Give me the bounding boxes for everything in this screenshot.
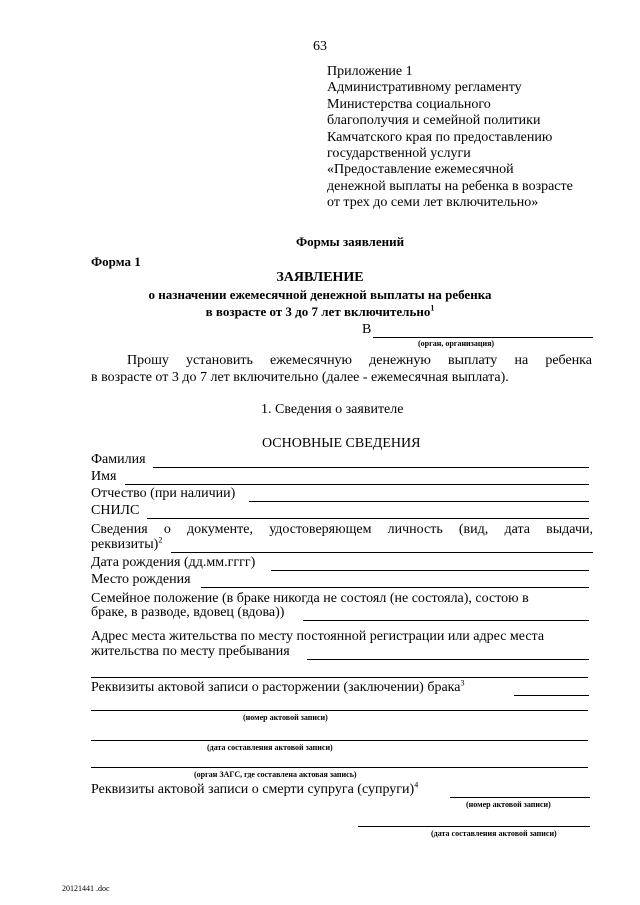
id-doc-field[interactable] bbox=[171, 552, 593, 553]
request-line-2: в возрасте от 3 до 7 лет включительно (далее - ежемесячная выплата). bbox=[91, 370, 509, 385]
appendix-line: Приложение 1 bbox=[327, 64, 413, 79]
marital-field[interactable] bbox=[303, 620, 589, 621]
death-date-field[interactable] bbox=[358, 826, 590, 827]
death-record-row bbox=[91, 782, 591, 800]
caption-death-date: (дата составления актовой записи) bbox=[431, 829, 557, 838]
birth-date-row bbox=[91, 555, 591, 573]
death-number-field[interactable] bbox=[450, 797, 590, 798]
divorce-date-field[interactable] bbox=[91, 740, 588, 741]
birth-place-field[interactable] bbox=[201, 587, 589, 588]
divorce-record-row bbox=[91, 680, 591, 698]
divorce-record-label: Реквизиты актовой записи о расторжении (заключении) брака$^3$ bbox=[91, 678, 465, 695]
id-doc-label-2: реквизиты)$^2$ bbox=[91, 535, 163, 552]
address-label-2: жительства по месту пребывания bbox=[91, 644, 290, 659]
appendix-line: «Предоставление ежемесячной bbox=[327, 162, 514, 178]
address-field[interactable] bbox=[307, 659, 589, 660]
appendix-line: Министерства социального bbox=[327, 96, 491, 112]
name-row bbox=[91, 469, 591, 487]
caption-death-number: (номер актовой записи) bbox=[466, 800, 551, 809]
snils-label: СНИЛС bbox=[91, 503, 140, 518]
snils-row bbox=[91, 503, 591, 521]
basic-info-title: ОСНОВНЫЕ СВЕДЕНИЯ bbox=[262, 436, 421, 451]
appendix-line: благополучия и семейной политики bbox=[327, 113, 541, 129]
form-label: Форма 1 bbox=[91, 254, 141, 269]
footer-filename: 20121441 .doc bbox=[62, 884, 110, 893]
appendix-line: денежной выплаты на ребенка в возрасте bbox=[327, 178, 573, 194]
caption-zags: (орган ЗАГС, где составлена актовая запись) bbox=[194, 770, 357, 779]
patronymic-field[interactable] bbox=[249, 501, 589, 502]
marital-label-2: браке, в разводе, вдовец (вдова)) bbox=[91, 605, 285, 620]
name-field[interactable] bbox=[125, 484, 589, 485]
appendix-line: от трех до семи лет включительно» bbox=[327, 195, 539, 211]
surname-label: Фамилия bbox=[91, 452, 146, 467]
birth-place-row bbox=[91, 572, 591, 590]
appendix-line: Административному регламенту bbox=[327, 80, 522, 96]
section-1-title: 1. Сведения о заявителе bbox=[261, 402, 404, 417]
doc-subtitle-2: в возрасте от 3 до 7 лет включительно$^1$ bbox=[205, 303, 435, 319]
id-doc-label-1: Сведения о документе, удостоверяющем личность (вид, дата выдачи, bbox=[91, 522, 593, 537]
name-label: Имя bbox=[91, 469, 117, 484]
forms-title: Формы заявлений bbox=[296, 234, 405, 249]
death-record-label: Реквизиты актовой записи о смерти супруга (супруги)$^4$ bbox=[91, 780, 419, 797]
snils-field[interactable] bbox=[147, 518, 589, 519]
page-number: 63 bbox=[313, 39, 327, 54]
caption-record-number: (номер актовой записи) bbox=[243, 713, 328, 722]
divorce-zags-field[interactable] bbox=[91, 767, 588, 768]
address-field-extra[interactable] bbox=[91, 677, 588, 678]
doc-subtitle-1: о назначении ежемесячной денежной выплаты на ребенка bbox=[148, 287, 492, 302]
surname-row bbox=[91, 452, 591, 470]
appendix-block bbox=[327, 64, 573, 212]
id-doc-row bbox=[91, 537, 591, 555]
marital-label-1: Семейное положение (в браке никогда не состоял (не состояла), состою в bbox=[91, 591, 529, 606]
to-prefix: В bbox=[362, 322, 372, 337]
divorce-number-field[interactable] bbox=[91, 710, 588, 711]
address-row bbox=[91, 644, 591, 662]
marital-row bbox=[91, 605, 591, 623]
appendix-line: Камчатского края по предоставлению bbox=[327, 129, 553, 145]
patronymic-label: Отчество (при наличии) bbox=[91, 486, 236, 501]
appendix-line: государственной услуги bbox=[327, 145, 471, 161]
birth-place-label: Место рождения bbox=[91, 572, 191, 587]
request-line-1: Прошу установить ежемесячную денежную выплату на ребенка bbox=[127, 353, 592, 368]
doc-title: ЗАЯВЛЕНИЕ bbox=[276, 270, 364, 285]
address-label-1: Адрес места жительства по месту постоянной регистрации или адрес места bbox=[91, 629, 545, 644]
birth-date-field[interactable] bbox=[271, 570, 589, 571]
birth-date-label: Дата рождения (дд.мм.гггг) bbox=[91, 555, 256, 570]
divorce-record-field[interactable] bbox=[514, 695, 589, 696]
caption-record-date: (дата составления актовой записи) bbox=[207, 743, 333, 752]
to-organization-field[interactable] bbox=[373, 337, 593, 338]
surname-field[interactable] bbox=[153, 467, 589, 468]
to-caption: (орган, организация) bbox=[418, 339, 495, 348]
patronymic-row bbox=[91, 486, 591, 504]
